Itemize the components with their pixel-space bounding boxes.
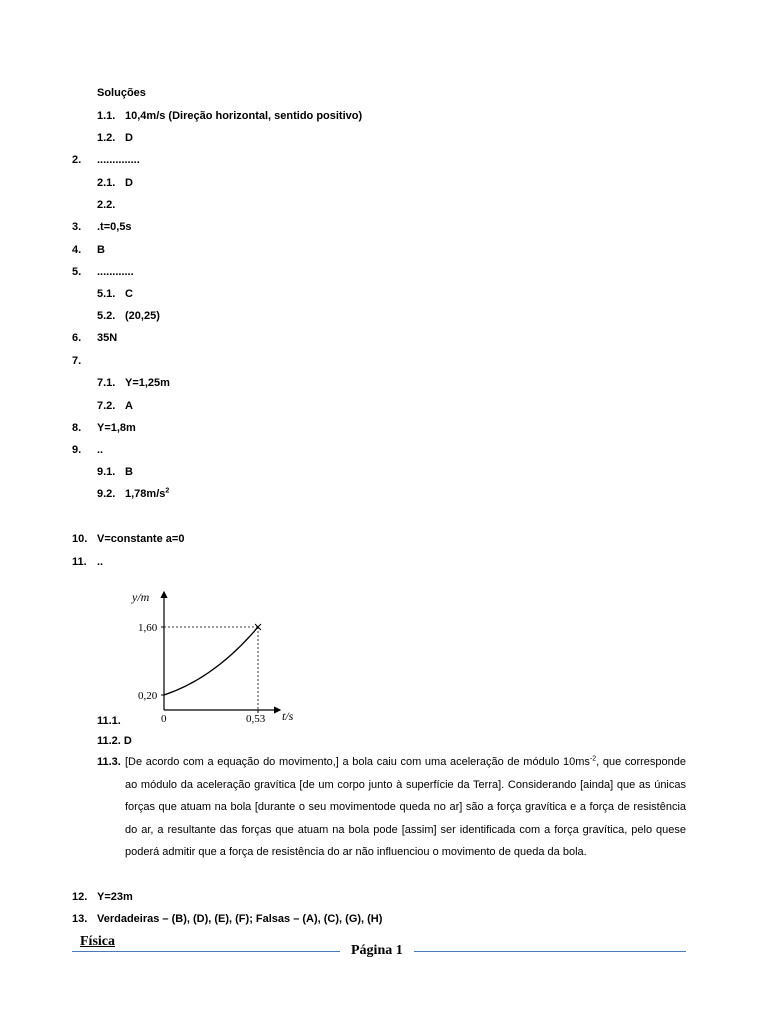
item-number: 5.1. [97,288,116,300]
item-answer: D [125,177,133,189]
item-number: 13. [72,913,88,925]
item-answer: .. [97,556,104,568]
item-number: 5.2. [97,310,116,322]
position-curve [164,627,258,695]
footer-subject: Física [80,934,115,949]
item-answer: $1,78m/s^2$ [125,487,170,500]
y-axis-label: y/m [132,590,150,604]
item-number: 2.1. [97,177,116,189]
item-answer: B [125,466,133,478]
item-answer: B [97,244,105,256]
item-number: 9.2. [97,488,116,500]
item-number: 2.2. [97,199,116,211]
item-number: 3. [72,221,82,233]
footer-divider-left [72,951,340,952]
item-answer: (20,25) [125,310,160,322]
item-answer: Y=23m [97,891,133,903]
item-number: 6. [72,332,82,344]
item-answer: .............. [97,154,140,166]
explanation-paragraph: [De acordo com a equação do movimento,] a bola caiu com uma aceleração de módulo $10ms^{-2}$, que corresponde ao módulo da aceleração gravítica [de um corpo junto à superfície da Terra]. Considerando [ainda] que as únicas forças que atuam na bola [durante o seu movimentode queda no ar] são a força gravítica e a força de resistência do ar, a resultante das forças que atuam na bola pode [assim] ser identificada com a força gravítica, pelo quese poderá admitir que a força de resistência do ar não influenciou o movimento de queda da bola. [125,755,687,858]
item-number: 4. [72,244,82,256]
item-number: 9.1. [97,466,116,478]
y-tick-label: 1,60 [138,622,158,634]
item-number: 11.1. [97,715,121,727]
item-number: 5. [72,266,82,278]
endpoint-marker [255,624,261,630]
item-number: 11.3. [97,756,121,768]
item-number: 7.2. [97,400,116,412]
item-answer: Verdadeiras – (B), (D), (E), (F); Falsas – (A), (C), (G), (H) [97,913,383,925]
item-answer: 35N [97,332,118,344]
item-answer: D [125,132,133,144]
solutions-heading: Soluções [97,87,146,99]
footer-page-number: Página 1 [351,943,403,958]
item-number: 7.1. [97,377,116,389]
item-number: 1.1. [97,110,116,122]
superscript: -2 [589,755,597,763]
item-number: 9. [72,444,82,456]
item-answer: C [125,288,133,300]
position-time-graph [120,586,320,726]
y-tick-label: 0,20 [138,690,158,702]
item-number: 11.2. D [97,735,132,747]
item-number: 1.2. [97,132,116,144]
item-answer: 10,4m/s (Direção horizontal, sentido positivo) [125,110,363,122]
x-tick-label: 0 [161,713,167,725]
superscript: 2 [165,487,170,495]
item-number: 12. [72,891,88,903]
item-number: 10. [72,533,88,545]
item-number: 2. [72,154,82,166]
item-answer: ............ [97,266,134,278]
item-answer: .. [97,444,104,456]
item-answer: Y=1,8m [97,422,136,434]
x-tick-label: 0,53 [246,713,266,725]
footer-divider-right [414,951,686,952]
item-answer: V=constante a=0 [97,533,185,545]
item-number: 7. [72,355,82,367]
item-answer: .t=0,5s [97,221,132,233]
item-number: 8. [72,422,82,434]
item-answer: Y=1,25m [125,377,170,389]
item-answer: D [123,735,132,747]
item-number: 11. [72,556,87,568]
item-answer: A [125,400,133,412]
x-axis-label: t/s [282,709,294,723]
